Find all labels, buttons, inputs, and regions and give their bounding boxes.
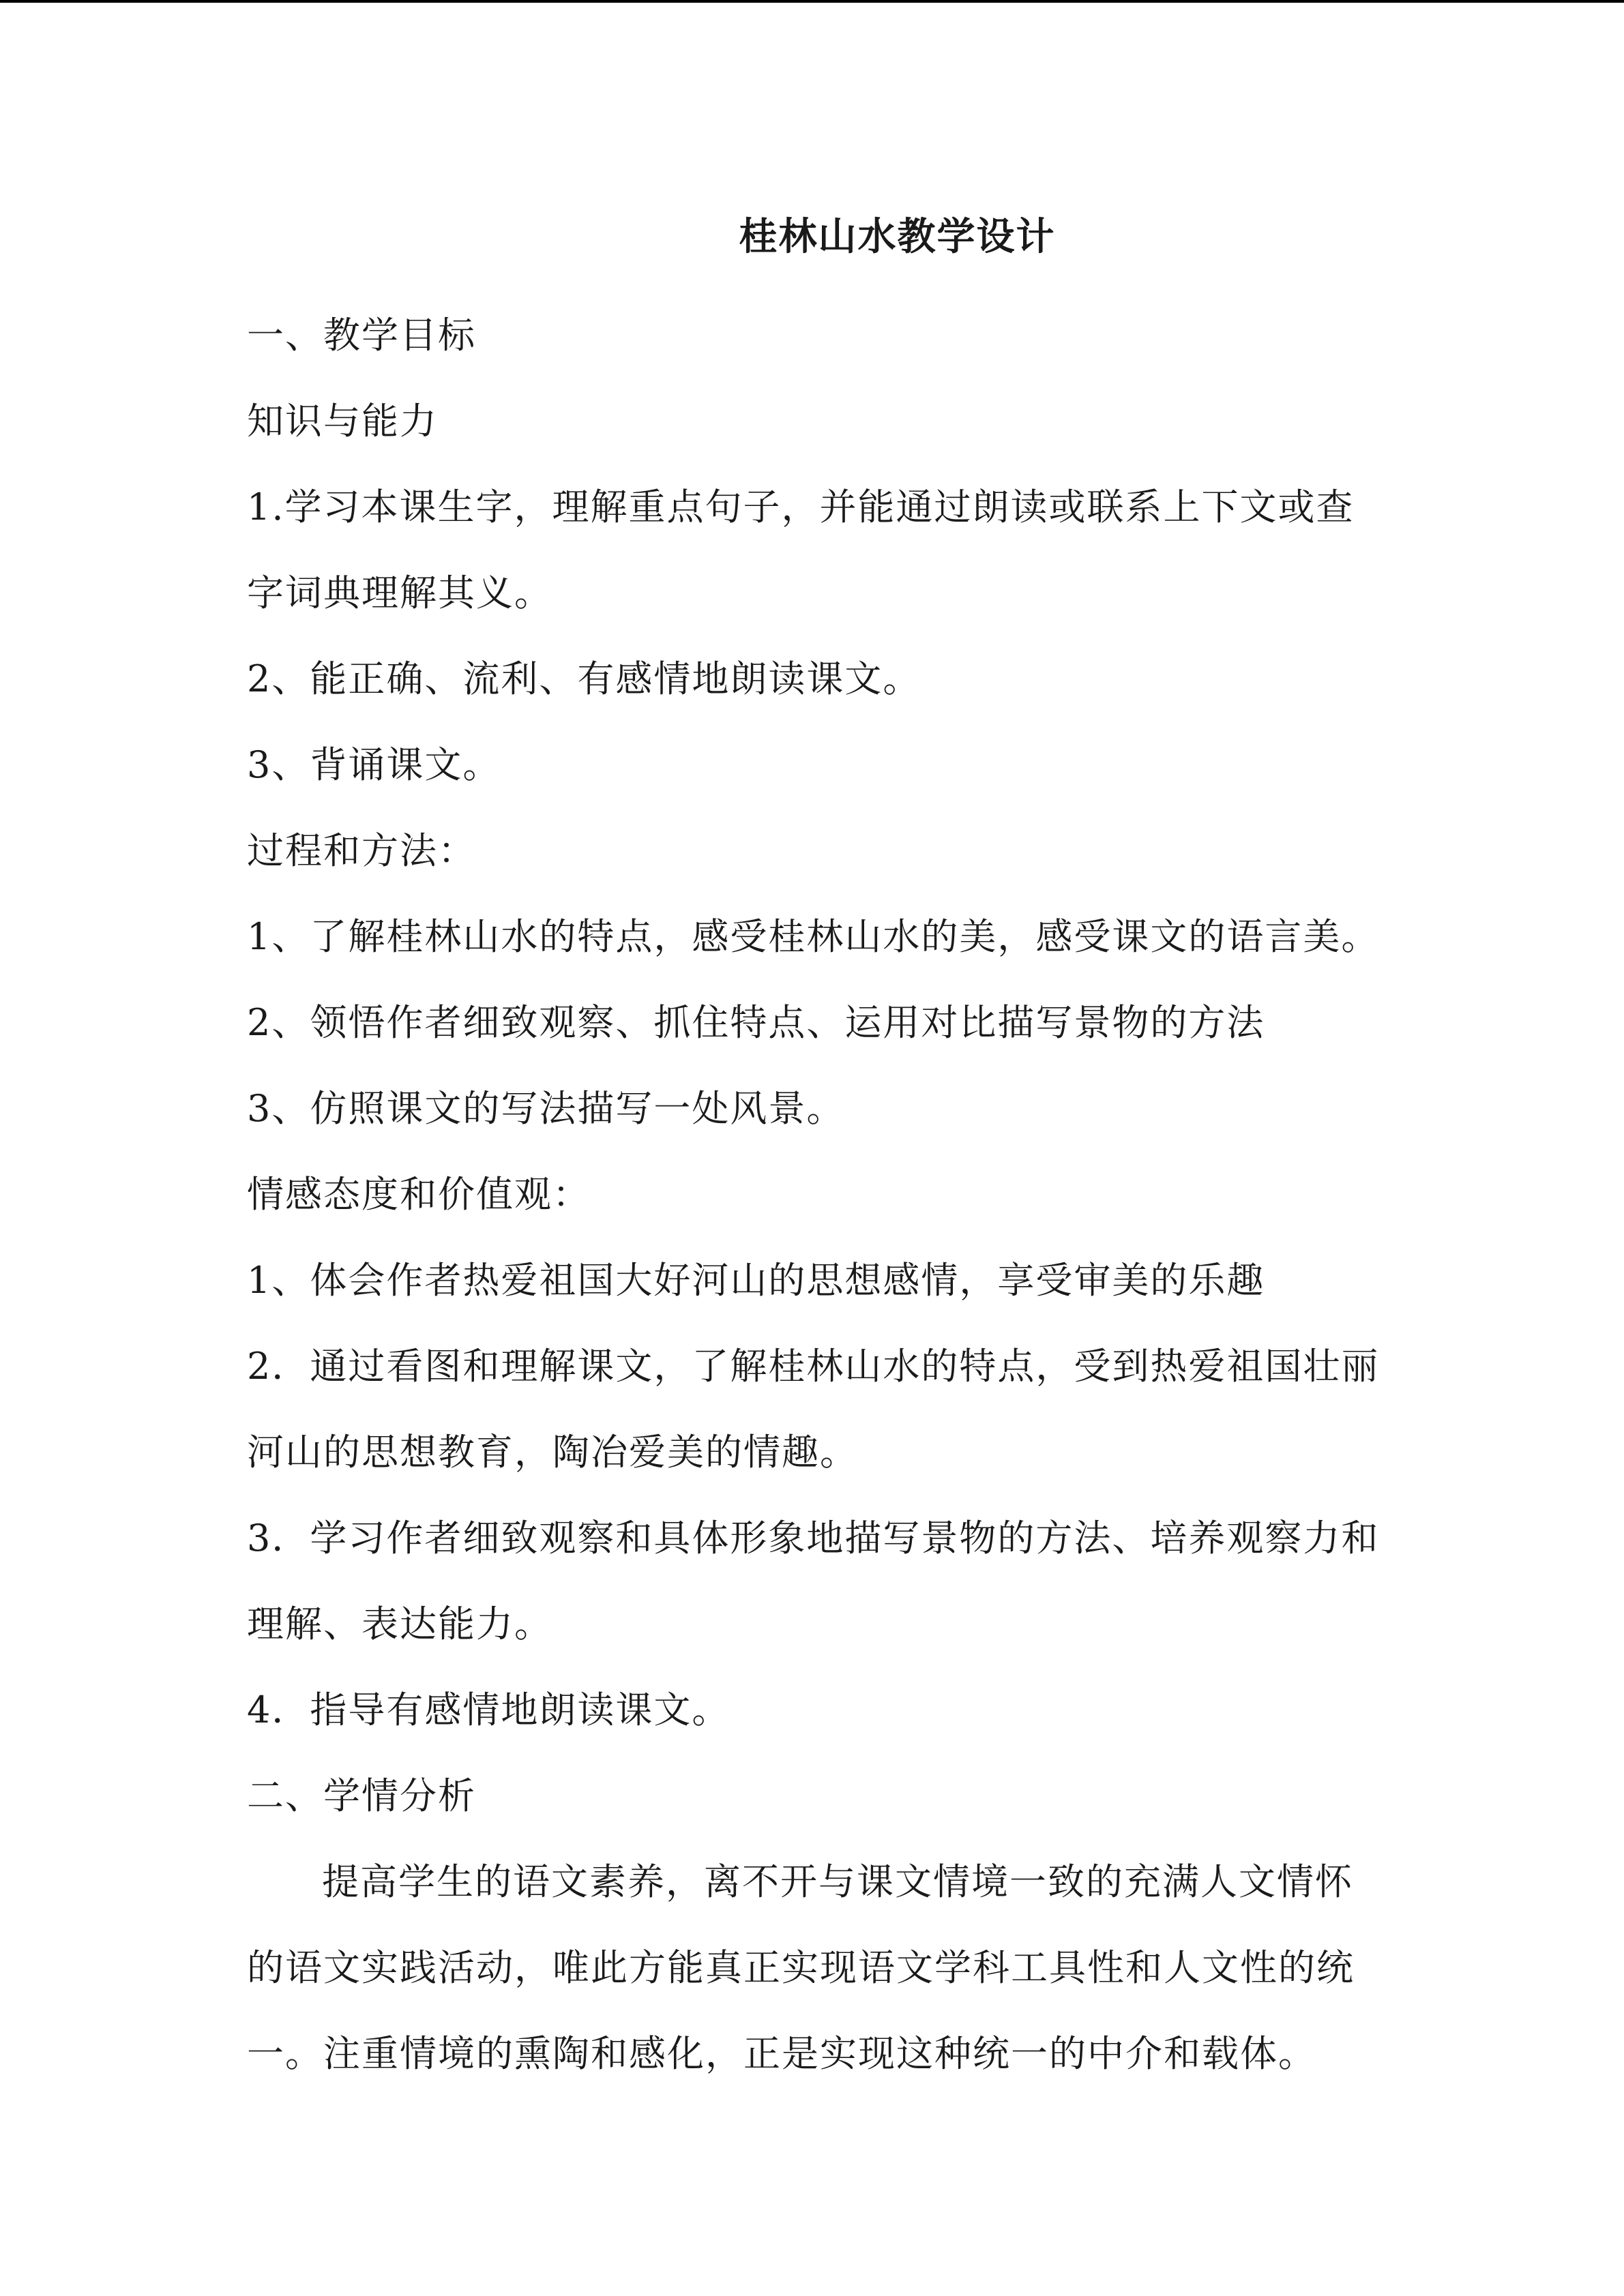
subheading-process: 过程和方法：: [247, 829, 476, 872]
paragraph-line: 1、了解桂林山水的特点，感受桂林山水的美，感受课文的语言美。: [247, 915, 1380, 958]
document-title: 桂林山水教学设计: [739, 215, 1056, 259]
paragraph-line: 2、领悟作者细致观察、抓住特点、运用对比描写景物的方法: [247, 1001, 1265, 1044]
paragraph-line: 2．通过看图和理解课文，了解桂林山水的特点，受到热爱祖国壮丽: [247, 1345, 1380, 1388]
paragraph-line: 提高学生的语文素养，离不开与课文情境一致的充满人文情怀: [322, 1860, 1353, 1903]
paragraph-line: 1、体会作者热爱祖国大好河山的思想感情，享受审美的乐趣: [247, 1259, 1265, 1302]
paragraph-line: 4．指导有感情地朗读课文。: [247, 1688, 730, 1731]
paragraph-line: 河山的思想教育，陶冶爱美的情趣。: [247, 1431, 858, 1474]
paragraph-line: 1.学习本课生字，理解重点句子，并能通过朗读或联系上下文或查: [247, 486, 1355, 528]
paragraph-line: 2、能正确、流利、有感情地朗读课文。: [247, 657, 921, 700]
paragraph-line: 3．学习作者细致观察和具体形象地描写景物的方法、培养观察力和: [247, 1517, 1380, 1560]
paragraph-line: 3、仿照课文的写法描写一处风景。: [247, 1087, 845, 1130]
paragraph-line: 3、背诵课文。: [247, 743, 501, 786]
paragraph-line: 理解、表达能力。: [247, 1602, 552, 1645]
section-heading-analysis: 二、学情分析: [247, 1774, 476, 1817]
paragraph-line: 一。注重情境的熏陶和感化，正是实现这种统一的中介和载体。: [247, 2032, 1316, 2075]
subheading-emotion: 情感态度和价值观：: [247, 1173, 591, 1216]
paragraph-line: 的语文实践活动，唯此方能真正实现语文学科工具性和人文性的统: [247, 1946, 1355, 1989]
section-heading-objectives: 一、教学目标: [247, 314, 476, 357]
subheading-knowledge: 知识与能力: [247, 400, 438, 443]
paragraph-line: 字词典理解其义。: [247, 571, 552, 614]
